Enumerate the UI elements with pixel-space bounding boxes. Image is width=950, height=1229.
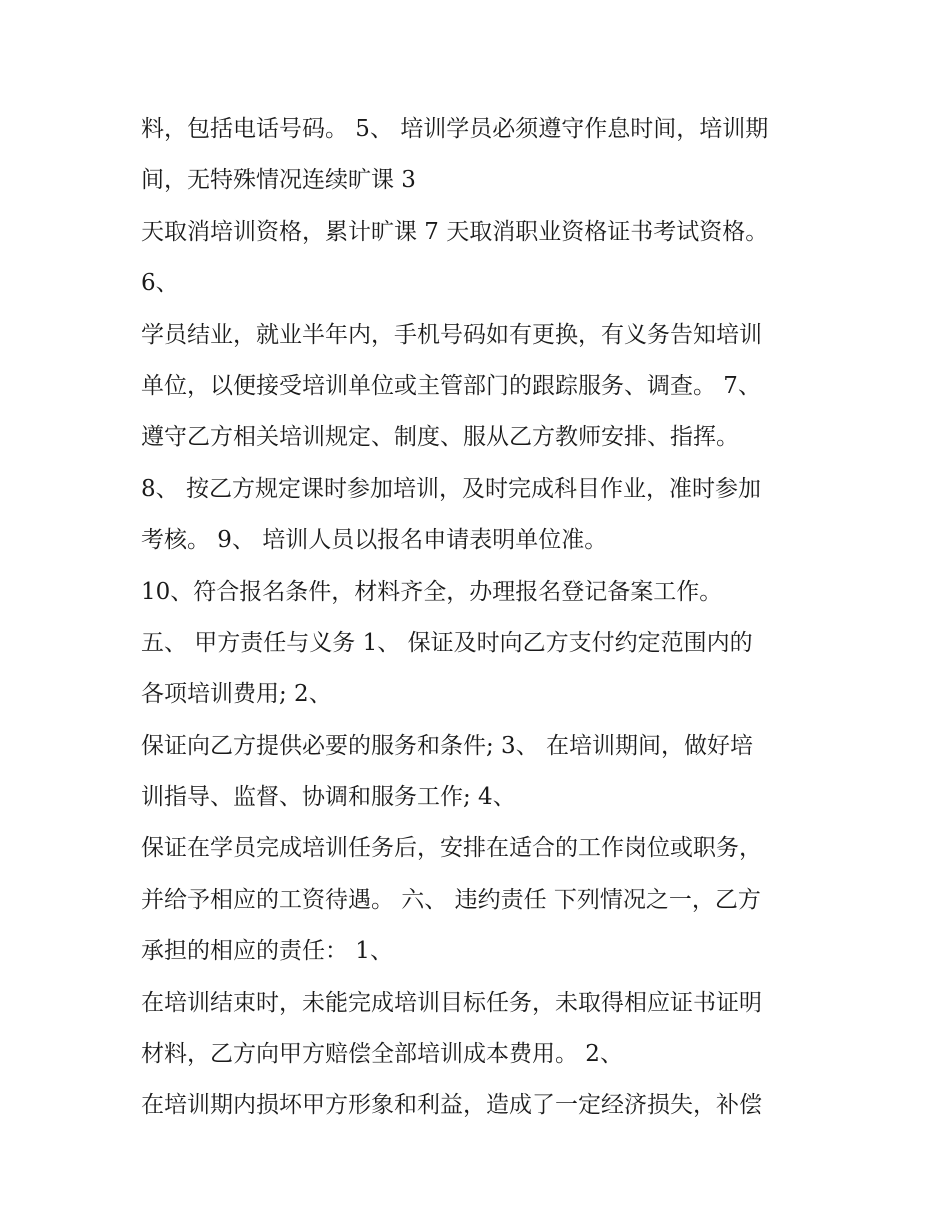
text-line: 材料，乙方向甲方赔偿全部培训成本费用。 2、 [141,1041,623,1068]
text-line: 各项培训费用; 2、 [141,681,332,708]
text-line: 学员结业，就业半年内，手机号码如有更换，有义务告知培训 [141,321,762,348]
text-line: 间，无特殊情况连续旷课 3 [141,167,416,194]
text-line: 承担的相应的责任： 1、 [141,938,393,965]
text-line: 遵守乙方相关培训规定、制度、服从乙方教师安排、指挥。 [141,424,739,451]
text-line: 天取消培训资格，累计旷课 7 天取消职业资格证书考试资格。 [141,218,769,245]
text-line: 单位，以便接受培训单位或主管部门的跟踪服务、调查。 7、 [141,372,761,399]
text-line: 保证向乙方提供必要的服务和条件; 3、 在培训期间，做好培 [141,732,754,759]
text-line: 10、符合报名条件，材料齐全，办理报名登记备案工作。 [141,578,723,605]
text-line: 6、 [141,270,179,297]
text-line: 保证在学员完成培训任务后，安排在适合的工作岗位或职务， [141,835,762,862]
text-line: 五、 甲方责任与义务 1、 保证及时向乙方支付约定范围内的 [141,629,753,656]
text-line: 考核。 9、 培训人员以报名申请表明单位准。 [141,527,608,554]
text-line: 料，包括电话号码。 5、 培训学员必须遵守作息时间，培训期 [141,116,769,142]
text-line: 训指导、监督、协调和服务工作; 4、 [141,784,516,811]
text-line: 在培训结束时，未能完成培训目标任务，未取得相应证书证明 [141,989,762,1016]
text-line: 在培训期内损坏甲方形象和利益，造成了一定经济损失，补偿 [141,1092,762,1119]
text-line: 8、 按乙方规定课时参加培训，及时完成科目作业，准时参加 [141,475,761,502]
text-line: 并给予相应的工资待遇。 六、 违约责任 下列情况之一，乙方 [141,886,761,913]
document-body [141,110,821,1138]
